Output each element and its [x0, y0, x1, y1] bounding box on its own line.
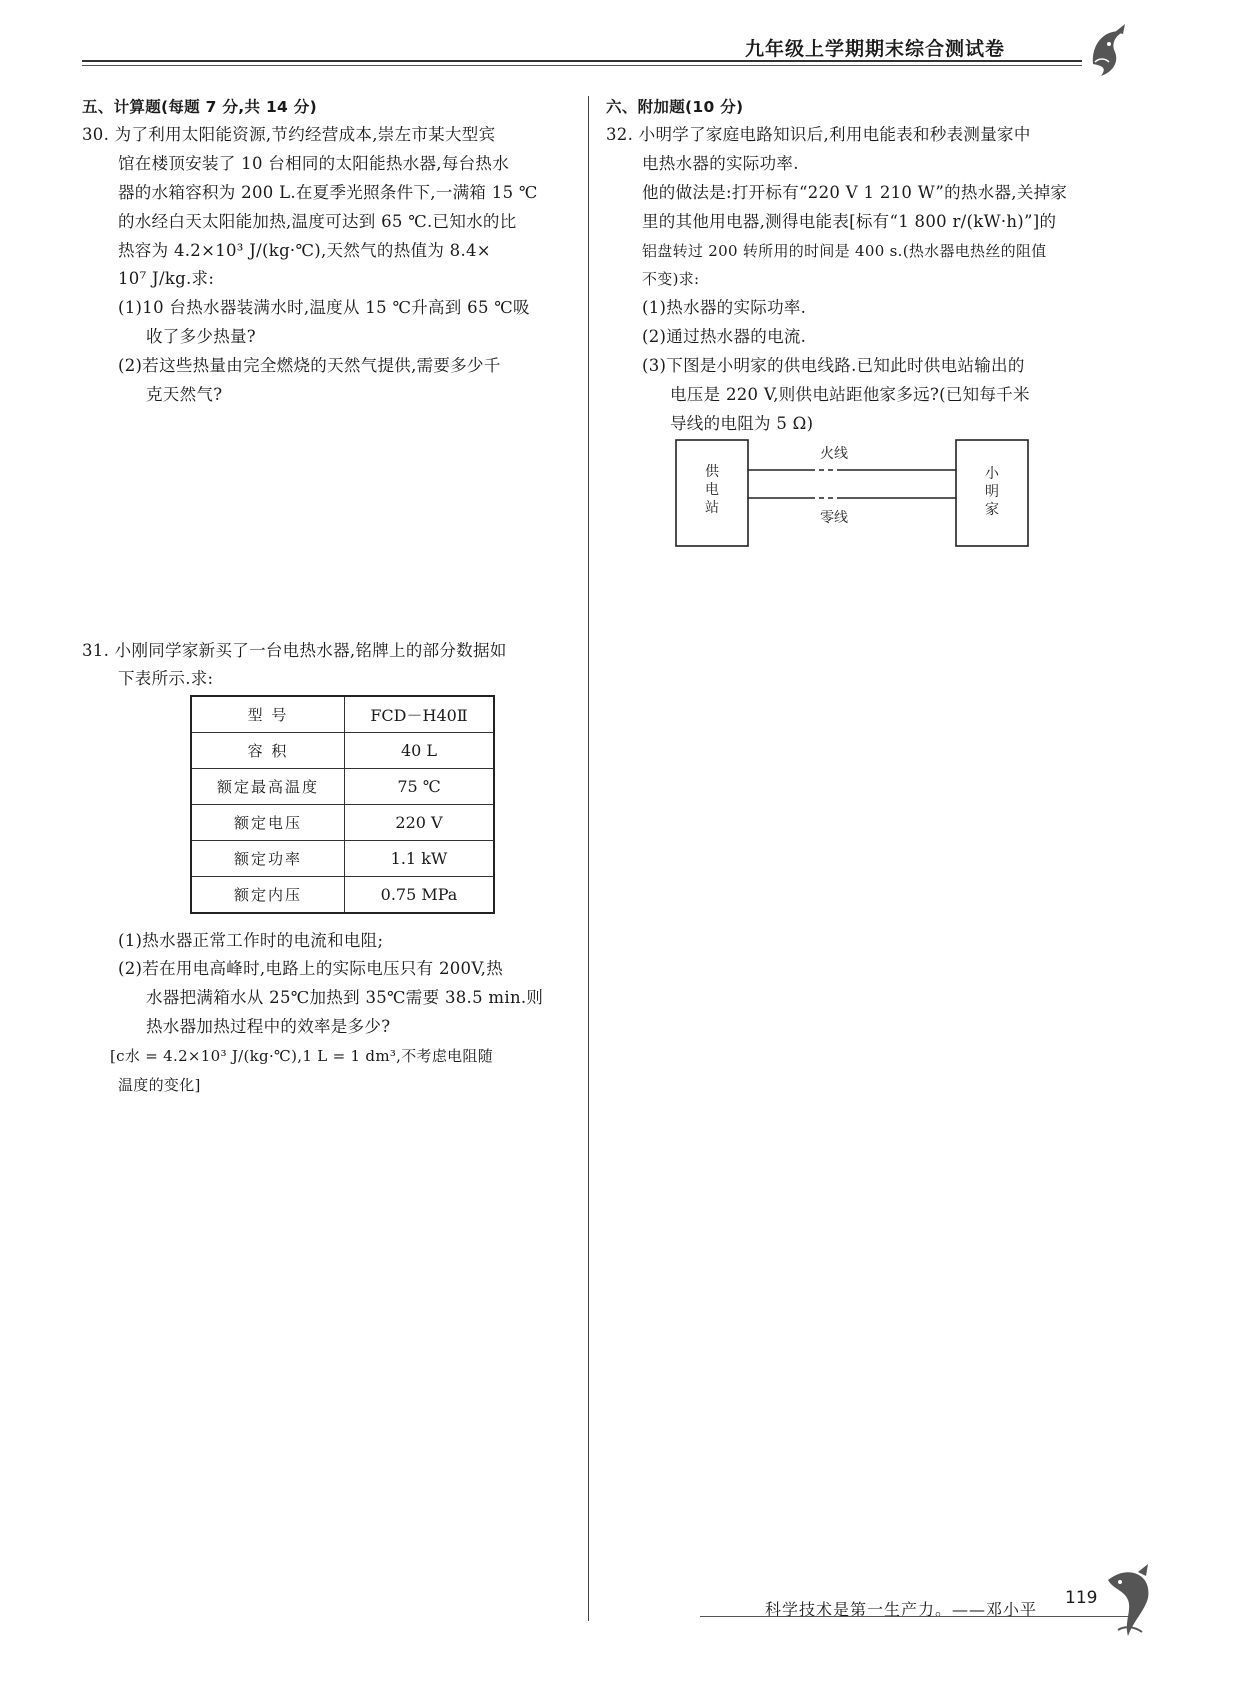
neutral-wire-label: 零线 — [820, 510, 848, 526]
question-31-note-cont: 温度的变化] — [118, 1076, 201, 1094]
header-rule — [82, 60, 1082, 62]
power-station-label: 站 — [705, 500, 719, 516]
home-label: 明 — [985, 484, 999, 500]
nameplate-table — [190, 695, 495, 914]
table-row — [191, 733, 494, 769]
question-31-line: 31. 小刚同学家新买了一台电热水器,铭牌上的部分数据如 — [82, 641, 507, 660]
question-30-part-1: (1)10 台热水器装满水时,温度从 15 ℃升高到 65 ℃吸 — [118, 298, 530, 317]
table-row — [191, 841, 494, 877]
question-30-part-2: (2)若这些热量由完全燃烧的天然气提供,需要多少千 — [118, 356, 501, 375]
table-row — [191, 805, 494, 841]
footer-rule — [700, 1616, 1130, 1617]
question-32-part-1: (1)热水器的实际功率. — [642, 298, 807, 317]
question-30-line: 器的水箱容积为 200 L.在夏季光照条件下,一满箱 15 ℃ — [118, 183, 538, 202]
header-rule-thin — [82, 65, 1082, 66]
dolphin-footer-icon — [1098, 1560, 1158, 1640]
question-32-part-3-cont: 电压是 220 V,则供电站距他家多远?(已知每千米 — [670, 385, 1030, 404]
question-31-note: [c水 = 4.2×10³ J/(kg·℃),1 L = 1 dm³,不考虑电阻随 — [110, 1047, 494, 1065]
page-number: 119 — [1065, 1588, 1098, 1608]
question-30-part-1-cont: 收了多少热量? — [146, 327, 256, 346]
section-heading-calculation: 五、计算题(每题 7 分,共 14 分) — [82, 98, 317, 116]
question-30-line: 10⁷ J/kg.求: — [118, 269, 215, 288]
question-32-line: 铝盘转过 200 转所用的时间是 400 s.(热水器电热丝的阻值 — [642, 242, 1047, 260]
question-31-part-1: (1)热水器正常工作时的电流和电阻; — [118, 931, 384, 950]
question-32-part-2: (2)通过热水器的电流. — [642, 327, 807, 346]
question-32-part-3: (3)下图是小明家的供电线路.已知此时供电站输出的 — [642, 356, 1025, 375]
table-value: FCD－H40Ⅱ — [345, 696, 495, 733]
question-31-line: 下表所示.求: — [118, 669, 214, 688]
table-row — [191, 769, 494, 805]
table-value: 1.1 kW — [345, 841, 495, 877]
question-31-part-2-cont: 热水器加热过程中的效率是多少? — [146, 1017, 391, 1036]
table-row — [191, 877, 494, 914]
table-value: 0.75 MPa — [345, 877, 495, 914]
table-value: 220 V — [345, 805, 495, 841]
question-30-line: 热容为 4.2×10³ J/(kg·℃),天然气的热值为 8.4× — [118, 241, 491, 260]
footer-motto: 科学技术是第一生产力。——邓小平 — [765, 1600, 1038, 1619]
question-32-line: 32. 小明学了家庭电路知识后,利用电能表和秒表测量家中 — [606, 125, 1031, 144]
supply-line-diagram — [670, 438, 1040, 550]
table-key: 容 积 — [191, 733, 345, 769]
power-station-label: 电 — [705, 482, 719, 498]
question-31-part-2: (2)若在用电高峰时,电路上的实际电压只有 200V,热 — [118, 959, 504, 978]
column-divider — [588, 96, 589, 1621]
home-label: 家 — [985, 502, 999, 518]
question-30-line: 30. 为了利用太阳能资源,节约经营成本,崇左市某大型宾 — [82, 125, 496, 144]
question-30-part-2-cont: 克天然气? — [146, 385, 223, 404]
table-key: 额定电压 — [191, 805, 345, 841]
table-key: 额定功率 — [191, 841, 345, 877]
question-30-line: 的水经白天太阳能加热,温度可达到 65 ℃.已知水的比 — [118, 212, 517, 231]
table-key: 型 号 — [191, 696, 345, 733]
question-32-line: 不变)求: — [642, 270, 700, 288]
page-header-title: 九年级上学期期末综合测试卷 — [745, 38, 1006, 60]
question-32-line: 他的做法是:打开标有“220 V 1 210 W”的热水器,关掉家 — [642, 183, 1068, 202]
dolphin-logo-icon — [1085, 22, 1135, 80]
power-station-label: 供 — [705, 464, 719, 480]
table-row — [191, 696, 494, 733]
question-32-part-3-cont: 导线的电阻为 5 Ω) — [670, 414, 814, 433]
question-30-line: 馆在楼顶安装了 10 台相同的太阳能热水器,每台热水 — [118, 154, 510, 173]
question-31-part-2-cont: 水器把满箱水从 25℃加热到 35℃需要 38.5 min.则 — [146, 988, 544, 1007]
home-label: 小 — [985, 466, 999, 482]
table-key: 额定内压 — [191, 877, 345, 914]
question-32-line: 电热水器的实际功率. — [642, 154, 799, 173]
live-wire-label: 火线 — [820, 446, 848, 462]
table-value: 75 ℃ — [345, 769, 495, 805]
section-heading-bonus: 六、附加题(10 分) — [606, 98, 744, 116]
table-value: 40 L — [345, 733, 495, 769]
table-key: 额定最高温度 — [191, 769, 345, 805]
question-32-line: 里的其他用电器,测得电能表[标有“1 800 r/(kW·h)”]的 — [642, 212, 1057, 231]
